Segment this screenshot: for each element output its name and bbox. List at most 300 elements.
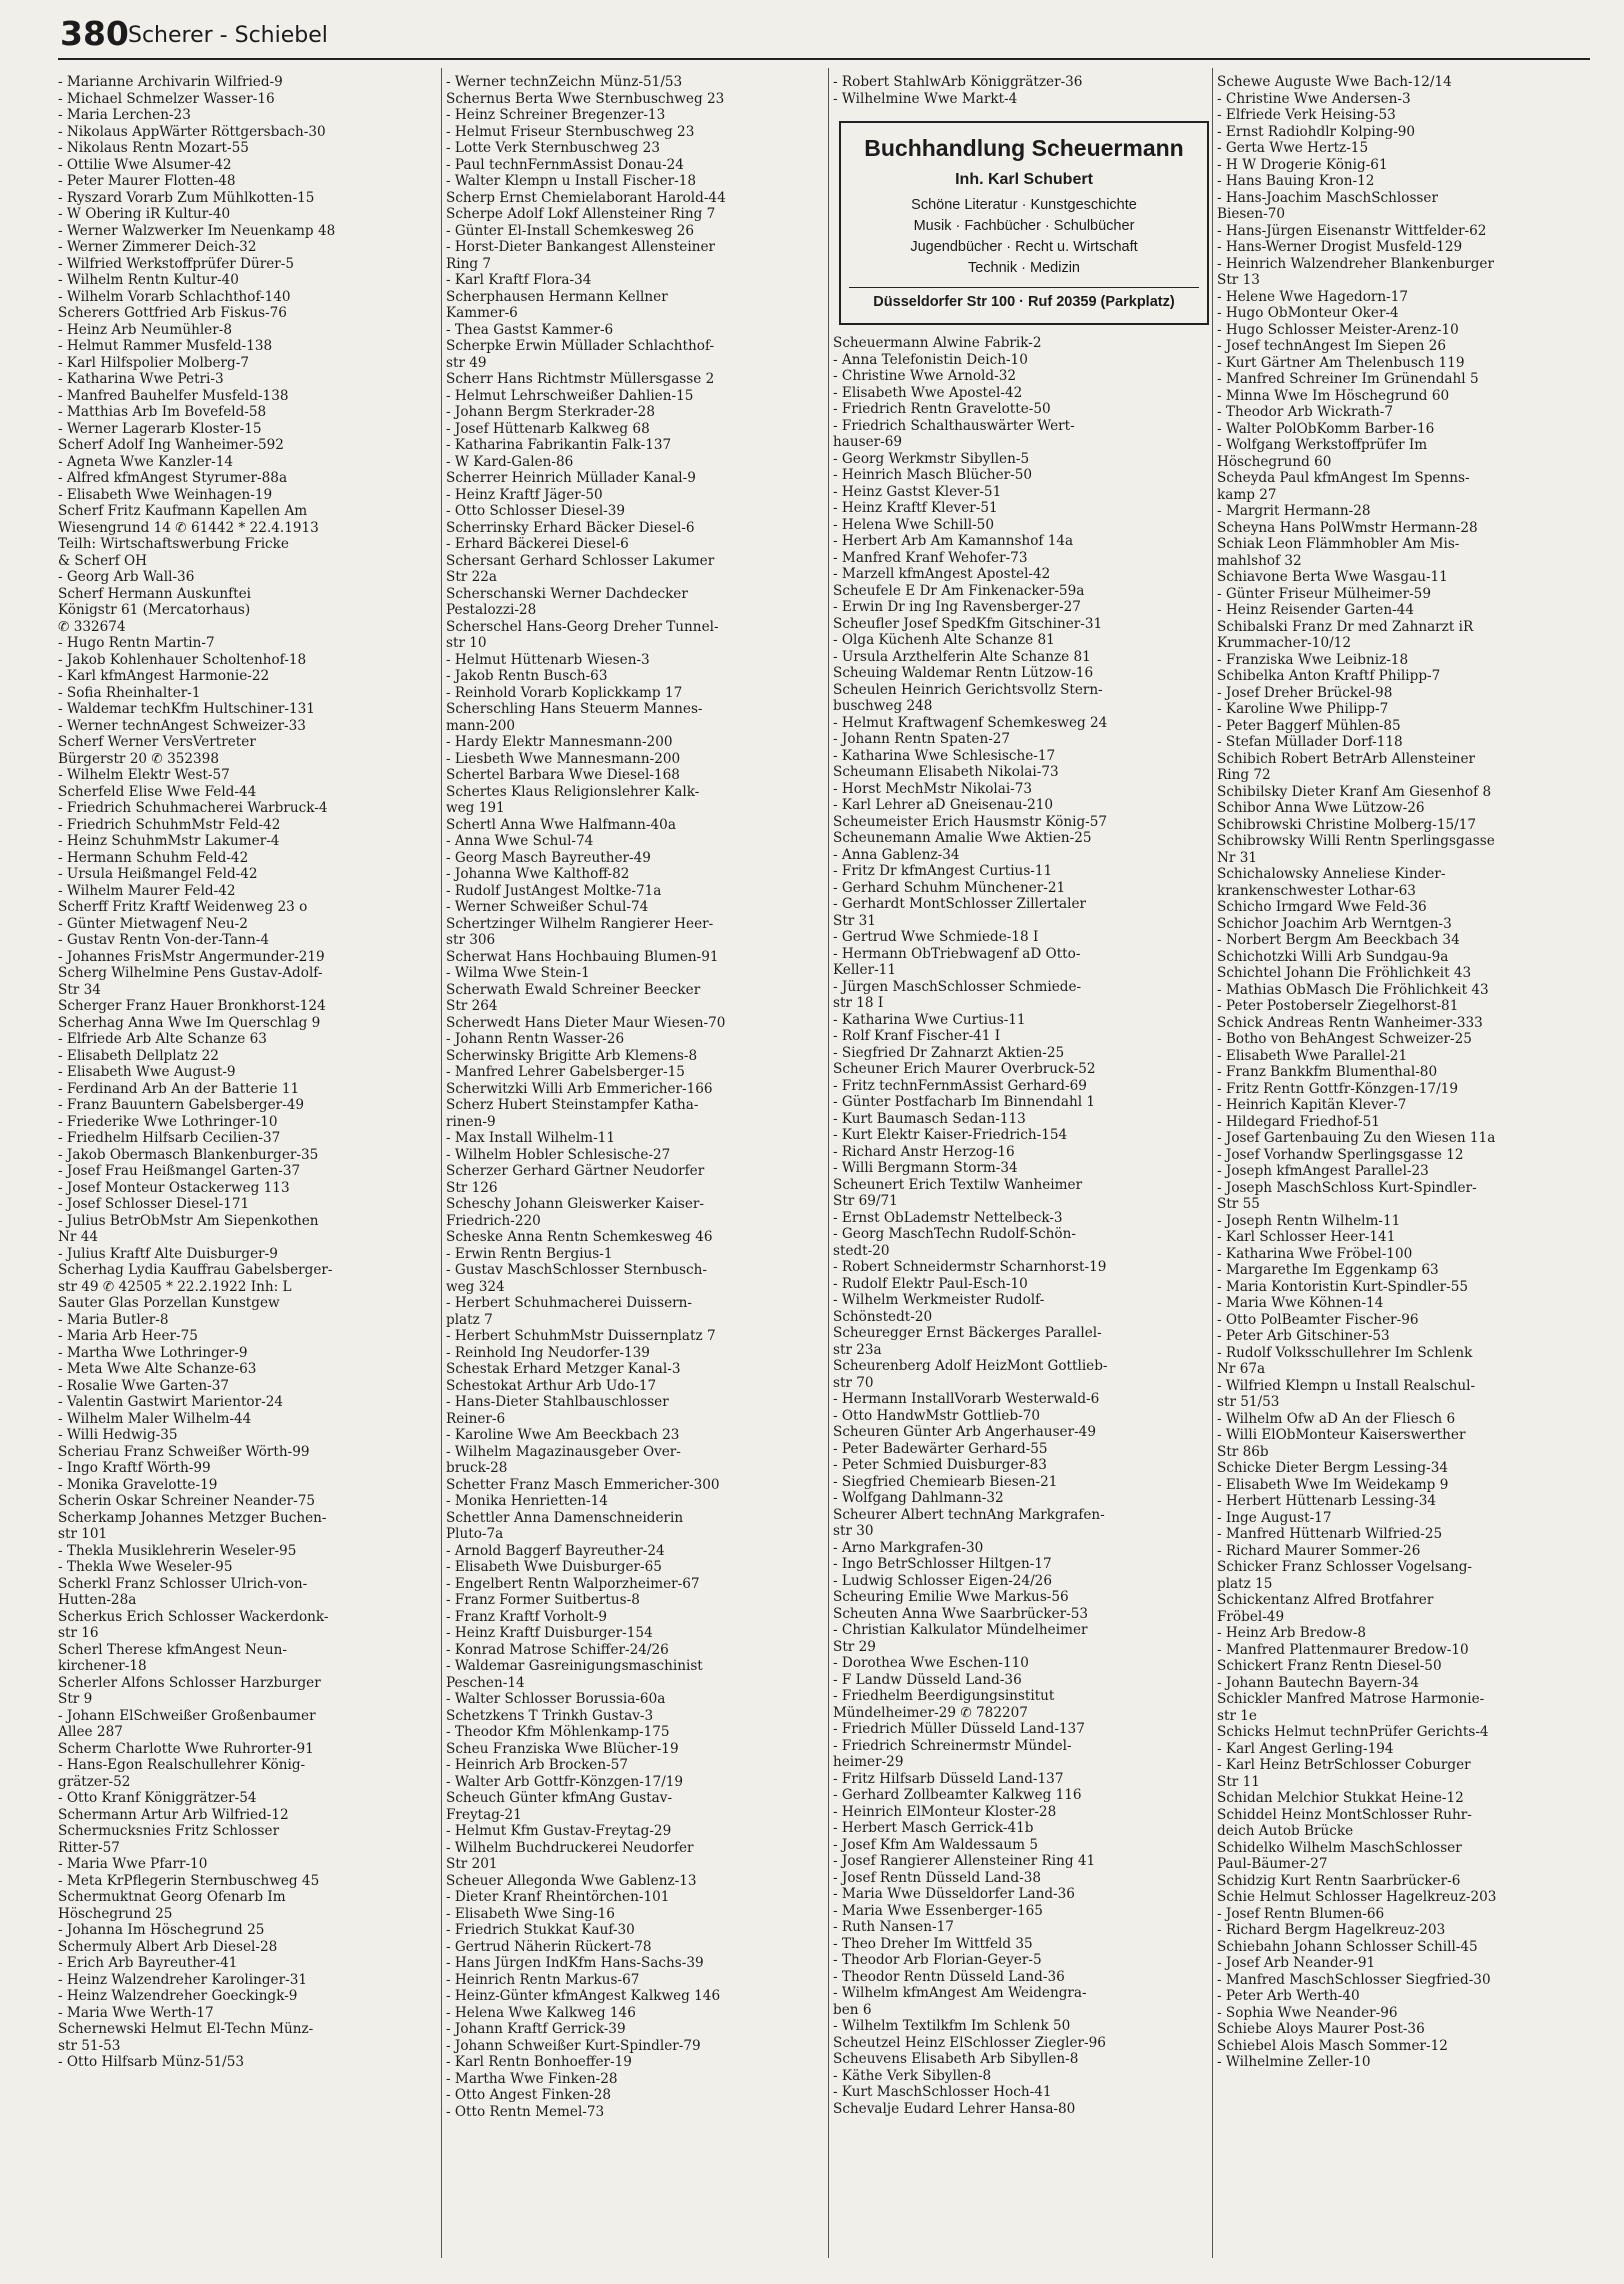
directory-entry: - Karoline Wwe Philipp-7 [1217,701,1389,717]
directory-entry: Schibrowsky Willi Rentn Sperlingsgasse [1217,833,1495,849]
directory-entry: Scherfeld Elise Wwe Feld-44 [58,783,257,800]
directory-entry: - Katharina Wwe Schlesische-17 [833,747,1056,764]
directory-entry: - Helena Wwe Schill-50 [833,516,994,533]
directory-entry: - Rolf Kranf Fischer-41 I [833,1028,1001,1044]
directory-entry: Scherf Hermann Auskunftei [58,585,251,602]
directory-entry: - Helmut Kraftwagenf Schemkesweg 24 [833,714,1108,731]
directory-entry: - Karl kfmAngest Harmonie-22 [58,668,270,684]
directory-entry: - Sophia Wwe Neander-96 [1217,2004,1398,2021]
directory-entry: - Elfriede Arb Alte Schanze 63 [58,1031,267,1047]
directory-entry: Scheuing Waldemar Rentn Lützow-16 [833,665,1094,681]
directory-entry: - Anna Telefonistin Deich-10 [833,351,1028,368]
directory-entry: hauser-69 [833,434,903,450]
directory-entry: Schewe Auguste Wwe Bach-12/14 [1217,74,1452,90]
directory-entry: Schetter Franz Masch Emmericher-300 [446,1476,720,1493]
directory-entry: Schiak Leon Flämmhobler Am Mis- [1217,536,1460,552]
directory-entry: - Julius Kraftf Alte Duisburger-9 [58,1245,278,1262]
directory-entry: - Josef Arb Neander-91 [1217,1955,1376,1971]
directory-entry: - Otto Angest Finken-28 [446,2087,612,2103]
directory-entry: - Theo Dreher Im Wittfeld 35 [833,1935,1033,1952]
directory-entry: bruck-28 [446,1460,508,1476]
directory-entry: deich Autob Brücke [1217,1823,1354,1839]
directory-entry: Scherg Wilhelmine Pens Gustav-Adolf- [58,965,323,981]
directory-entry: Scheumeister Erich Hausmstr König-57 [833,813,1108,830]
directory-entry: - Siegfried Dr Zahnarzt Aktien-25 [833,1044,1065,1061]
directory-entry: Schermuly Albert Arb Diesel-28 [58,1938,278,1955]
directory-entry: - Walter PolObKomm Barber-16 [1217,420,1435,437]
directory-entry: - Max Install Wilhelm-11 [446,1130,615,1146]
directory-entry: - H W Drogerie König-61 [1217,156,1388,173]
directory-entry: - Wilhelm Magazinausgeber Over- [446,1443,681,1460]
directory-entry: - Alfred kfmAngest Styrumer-88a [58,470,288,486]
directory-entry: - Willi ElObMonteur Kaiserswerther [1217,1427,1466,1443]
directory-entry: - Hans Bauing Kron-12 [1217,173,1375,189]
directory-entry: - Nikolaus AppWärter Röttgersbach-30 [58,123,326,140]
directory-entry: Str 126 [446,1179,498,1196]
directory-entry: - Elisabeth Wwe Apostel-42 [833,384,1023,401]
directory-entry: - Günter Friseur Mülheimer-59 [1217,585,1431,602]
directory-entry: - Heinz Walzendreher Karolinger-31 [58,1971,307,1988]
directory-entry: Scherl Therese kfmAngest Neun- [58,1641,287,1658]
directory-entry: ben 6 [833,2001,872,2018]
directory-entry: Scheuch Günter kfmAng Gustav- [446,1790,673,1806]
directory-entry: - Maria Butler-8 [58,1311,169,1328]
directory-entry: - Helmut Kfm Gustav-Freytag-29 [446,1823,672,1839]
directory-entry: - Wilhelm Hobler Schlesische-27 [446,1146,671,1163]
directory-entry: - Hans-Werner Drogist Musfeld-129 [1217,239,1463,255]
ad-address: Düsseldorfer Str 100 · Ruf 20359 (Parkplatz) [849,287,1199,313]
directory-entry: - Erhard Bäckerei Diesel-6 [446,536,629,552]
directory-entry: - Engelbert Rentn Walporzheimer-67 [446,1575,700,1592]
directory-entry: - Wilhelm Buchdruckerei Neudorfer [446,1839,694,1856]
directory-entry: - Horst MechMstr Nikolai-73 [833,780,1033,797]
directory-entry: - Manfred Plattenmaurer Bredow-10 [1217,1641,1469,1658]
directory-entry: - Hans-Jürgen Eisenanstr Wittfelder-62 [1217,222,1487,239]
directory-entry: - Heinz Kraftf Klever-51 [833,500,998,516]
directory-entry: - Franz Bankkfm Blumenthal-80 [1217,1064,1438,1080]
directory-entry: Schibrowski Christine Molberg-15/17 [1217,816,1477,833]
directory-entry: - Richard Bergm Hagelkreuz-203 [1217,1922,1446,1938]
directory-entry: - Helene Wwe Hagedorn-17 [1217,288,1409,305]
directory-entry: str 70 [833,1374,874,1391]
directory-entry: - Erwin Dr ing Ing Ravensberger-27 [833,599,1081,615]
directory-entry: - Josef Vorhandw Sperlingsgasse 12 [1217,1146,1464,1163]
directory-entry: Schiebel Alois Masch Sommer-12 [1217,2037,1448,2054]
directory-entry: Scheurenberg Adolf HeizMont Gottlieb- [833,1358,1108,1374]
directory-entry: Scheumann Elisabeth Nikolai-73 [833,764,1059,780]
directory-entry: Scheuren Günter Arb Angerhauser-49 [833,1424,1096,1440]
page-number: 380 [60,14,129,53]
directory-entry: stedt-20 [833,1242,890,1259]
column-4 [1217,74,1597,2071]
directory-entry: - Karoline Wwe Am Beeckbach 23 [446,1427,680,1443]
directory-entry: Scheulen Heinrich Gerichtsvollz Stern- [833,681,1103,698]
directory-entry: Schiebahn Johann Schlosser Schill-45 [1217,1938,1478,1955]
directory-entry: - Kurt MaschSchlosser Hoch-41 [833,2084,1052,2100]
directory-entry: - Wilhelm Ofw aD An der Fliesch 6 [1217,1410,1456,1427]
bookstore-advertisement [839,121,1209,325]
column-divider [441,68,442,2258]
directory-entry: Schermann Artur Arb Wilfried-12 [58,1806,289,1823]
directory-entry: - Kurt Baumasch Sedan-113 [833,1110,1026,1127]
directory-entry: - Wilhelm Elektr West-57 [58,767,230,783]
directory-entry: - Matthias Arb Im Bovefeld-58 [58,404,267,420]
directory-entry: - Waldemar techKfm Hultschiner-131 [58,701,315,717]
directory-entry: - Martha Wwe Finken-28 [446,2070,618,2087]
directory-entry: - Jakob Kohlenhauer Scholtenhof-18 [58,651,307,668]
directory-entry: Sauter Glas Porzellan Kunstgew [58,1295,280,1311]
directory-entry: Str 13 [1217,272,1260,288]
directory-entry: - Wolfgang Werkstoffprüfer Im [1217,437,1428,453]
directory-entry: Hutten-28a [58,1592,137,1608]
directory-entry: Scherphausen Hermann Kellner [446,288,668,305]
directory-entry: - Werner Walzwerker Im Neuenkamp 48 [58,222,336,239]
directory-entry: Schichtel Johann Die Fröhlichkeit 43 [1217,965,1472,981]
directory-entry: - Hans-Dieter Stahlbauschlosser [446,1394,669,1410]
directory-entry: - Georg Arb Wall-36 [58,569,195,585]
directory-entry: Schichor Joachim Arb Werntgen-3 [1217,915,1452,932]
directory-entry: - Peter Arb Gitschiner-53 [1217,1328,1390,1344]
directory-entry: str 51/53 [1217,1394,1280,1410]
directory-entry: Scherschel Hans-Georg Dreher Tunnel- [446,618,719,635]
directory-entry: Scherpke Erwin Müllader Schlachthof- [446,338,715,354]
directory-entry: - Werner Lagerarb Kloster-15 [58,420,262,437]
directory-entry: - Johann Kraftf Gerrick-39 [446,2021,626,2037]
directory-entry: - Franz Bauuntern Gabelsberger-49 [58,1097,305,1113]
directory-entry: platz 7 [446,1311,493,1328]
ad-line: Technik · Medizin [967,260,1080,276]
directory-entry: Schernewski Helmut El-Techn Münz- [58,2021,314,2037]
directory-entry: - Margarethe Im Eggenkamp 63 [1217,1262,1439,1278]
directory-entry: Schichotzki Willi Arb Sundgau-9a [1217,948,1449,965]
directory-entry: - Manfred Lehrer Gabelsberger-15 [446,1064,685,1080]
directory-entry: - Ernst ObLademstr Nettelbeck-3 [833,1209,1063,1226]
directory-entry: - Margrit Hermann-28 [1217,503,1371,519]
directory-entry: - Monika Henrietten-14 [446,1493,608,1509]
directory-entry: Scheutzel Heinz ElSchlosser Ziegler-96 [833,2034,1106,2051]
directory-entry: - Christian Kalkulator Mündelheimer [833,1622,1088,1638]
directory-entry: Scherkus Erich Schlosser Wackerdonk- [58,1608,329,1625]
directory-entry: - Hugo ObMonteur Oker-4 [1217,305,1399,321]
directory-entry: - Inge August-17 [1217,1509,1332,1526]
directory-entry: - Hermann ObTriebwagenf aD Otto- [833,945,1081,962]
directory-entry: Scherf Fritz Kaufmann Kapellen Am [58,503,308,519]
column-1 [58,74,438,2071]
directory-entry: str 30 [833,1523,874,1539]
directory-entry: str 16 [58,1625,99,1641]
directory-entry: Scherhag Anna Wwe Im Querschlag 9 [58,1014,321,1031]
directory-entry: - Erich Arb Bayreuther-41 [58,1955,238,1971]
directory-entry: - Botho von BehAngest Schweizer-25 [1217,1031,1472,1047]
directory-entry: str 306 [446,932,496,948]
directory-entry: - Wilhelm Werkmeister Rudolf- [833,1292,1045,1308]
directory-entry: Keller-11 [833,962,896,978]
directory-entry: - Hugo Rentn Martin-7 [58,635,215,651]
directory-entry: Scherm Charlotte Wwe Ruhrorter-91 [58,1740,314,1757]
directory-entry: kamp 27 [1217,486,1277,503]
directory-entry: - Ursula Heißmangel Feld-42 [58,866,258,882]
directory-entry: mahlshof 32 [1217,552,1302,569]
directory-entry: - Fritz Dr kfmAngest Curtius-11 [833,863,1053,879]
directory-entry: - Ludwig Schlosser Eigen-24/26 [833,1572,1052,1589]
directory-entry: - Josef technAngest Im Siepen 26 [1217,338,1447,354]
directory-entry: Nr 31 [1217,849,1258,866]
directory-entry: Schestak Erhard Metzger Kanal-3 [446,1361,681,1377]
directory-entry: Scherin Oskar Schreiner Neander-75 [58,1493,316,1509]
directory-entry: - Konrad Matrose Schiffer-24/26 [446,1641,669,1658]
directory-entry: - Friedrich SchuhmMstr Feld-42 [58,816,281,833]
ad-line: Musik · Fachbücher · Schulbücher [913,218,1135,234]
directory-entry: Scheuvens Elisabeth Arb Sibyllen-8 [833,2051,1079,2067]
directory-entry: Schetzkens T Trinkh Gustav-3 [446,1707,654,1724]
directory-entry: - Heinz Kraftf Duisburger-154 [446,1625,653,1641]
directory-entry: Scherrer Heinrich Müllader Kanal-9 [446,470,696,486]
directory-entry: - Friedrich Rentn Gravelotte-50 [833,401,1051,417]
directory-entry: - Ryszard Vorarb Zum Mühlkotten-15 [58,189,315,206]
directory-entry: Höschegrund 25 [58,1905,173,1922]
directory-entry: - Thea Gastst Kammer-6 [446,321,614,338]
directory-entry: - Rudolf Volksschullehrer Im Schlenk [1217,1344,1473,1361]
directory-entry: - Wilhelm Maler Wilhelm-44 [58,1410,252,1427]
directory-entry: - Johann Schweißer Kurt-Spindler-79 [446,2037,701,2054]
directory-entry: - Werner technAngest Schweizer-33 [58,717,306,734]
directory-entry: Scherwedt Hans Dieter Maur Wiesen-70 [446,1014,726,1031]
directory-entry: - Helena Wwe Kalkweg 146 [446,2004,636,2021]
directory-entry: Pestalozzi-28 [446,602,537,618]
directory-entry: - Hans Jürgen IndKfm Hans-Sachs-39 [446,1955,704,1971]
directory-entry: str 18 I [833,995,884,1011]
directory-entry: Schidelko Wilhelm MaschSchlosser [1217,1839,1462,1856]
directory-entry: - Wilfried Werkstoffprüfer Dürer-5 [58,255,294,272]
directory-entry: Fröbel-49 [1217,1608,1285,1625]
directory-entry: Ring 7 [446,255,492,272]
directory-entry: - Friedrich Müller Düsseld Land-137 [833,1721,1085,1737]
directory-entry: - Rudolf JustAngest Moltke-71a [446,882,662,899]
ad-business-name: Buchhandlung Scheuermann [864,135,1184,161]
directory-entry: - Friedhelm Beerdigungsinstitut [833,1688,1055,1704]
directory-entry: - Josef Monteur Ostackerweg 113 [58,1179,290,1196]
directory-entry: - Jakob Obermasch Blankenburger-35 [58,1146,319,1163]
directory-entry: - Gerta Wwe Hertz-15 [1217,140,1369,156]
directory-entry: Schidzig Kurt Rentn Saarbrücker-6 [1217,1872,1461,1889]
directory-entry: - Elisabeth Dellplatz 22 [58,1047,219,1064]
directory-entry: - Gustav MaschSchlosser Sternbusch- [446,1262,707,1278]
directory-entry: - Valentin Gastwirt Marientor-24 [58,1394,283,1410]
directory-entry: - Dieter Kranf Rheintörchen-101 [446,1889,670,1905]
directory-entry: - Ruth Nansen-17 [833,1919,954,1935]
directory-entry: & Scherf OH [58,552,147,569]
directory-entry: - Monika Gravelotte-19 [58,1476,218,1493]
directory-entry: Scheufler Josef SpedKfm Gitschiner-31 [833,615,1103,632]
directory-entry: Scherger Franz Hauer Bronkhorst-124 [58,998,326,1014]
directory-entry: Schestokat Arthur Arb Udo-17 [446,1377,657,1394]
directory-entry: Peschen-14 [446,1674,525,1691]
directory-entry: - Herbert Hüttenarb Lessing-34 [1217,1493,1437,1509]
directory-entry: - Heinz Arb Bredow-8 [1217,1625,1367,1641]
directory-entry: Str 31 [833,912,876,929]
directory-entry: Scheuer Allegonda Wwe Gablenz-13 [446,1872,697,1889]
directory-entry: - Elisabeth Wwe August-9 [58,1064,236,1080]
directory-entry: - Erwin Rentn Bergius-1 [446,1245,613,1262]
header-name-range: Scherer - Schiebel [128,23,328,48]
directory-entry: - Heinz Kraftf Jäger-50 [446,486,603,503]
directory-entry: str 101 [58,1526,108,1542]
directory-entry: Scherz Hubert Steinstampfer Katha- [446,1097,699,1113]
directory-entry: - Hermann Schuhm Feld-42 [58,849,249,866]
directory-entry: - Theodor Kfm Möhlenkamp-175 [446,1724,670,1740]
directory-entry: - Ernst Radiohdlr Kolping-90 [1217,123,1416,140]
directory-entry: Königstr 61 (Mercatorhaus) [58,602,251,618]
directory-entry: str 23a [833,1341,882,1358]
directory-entry: - F Landw Düsseld Land-36 [833,1671,1022,1688]
directory-entry: Scherwat Hans Hochbauing Blumen-91 [446,948,719,965]
directory-entry: ✆ 332674 [58,618,126,635]
directory-entry: Scheuten Anna Wwe Saarbrücker-53 [833,1605,1089,1622]
directory-entry: - Wilhelmine Wwe Markt-4 [833,90,1018,107]
directory-entry: - Waldemar Gasreinigungsmaschinist [446,1658,703,1674]
directory-entry: - Maria Wwe Werth-17 [58,2004,214,2021]
directory-entry: Paul-Bäumer-27 [1217,1856,1328,1872]
directory-entry: - Heinz Arb Neumühler-8 [58,321,232,338]
directory-entry: - Jürgen MaschSchlosser Schmiede- [833,978,1082,995]
directory-entry: Schidan Melchior Stukkat Heine-12 [1217,1790,1464,1806]
directory-entry: Scheunert Erich Textilw Wanheimer [833,1176,1083,1193]
directory-entry: - Wilhelm Textilkfm Im Schlenk 50 [833,2018,1071,2034]
directory-entry: Schertel Barbara Wwe Diesel-168 [446,767,680,783]
directory-entry: - Wilhelm Maurer Feld-42 [58,882,236,899]
directory-entry: - Johann Bergm Sterkrader-28 [446,404,655,420]
directory-entry: Scherwinsky Brigitte Arb Klemens-8 [446,1047,698,1064]
directory-entry: - Willi Bergmann Storm-34 [833,1160,1018,1176]
directory-entry: Scherr Hans Richtmstr Müllersgasse 2 [446,371,715,387]
directory-entry: - Gertrud Näherin Rückert-78 [446,1938,652,1955]
directory-entry: Scheriau Franz Schweißer Wörth-99 [58,1443,310,1460]
directory-entry: - Richard Maurer Sommer-26 [1217,1542,1421,1559]
directory-entry: - Walter Arb Gottfr-Könzgen-17/19 [446,1773,684,1790]
directory-entry: - Rosalie Wwe Garten-37 [58,1377,230,1394]
directory-entry: - Peter Schmied Duisburger-83 [833,1457,1047,1473]
directory-entry: - Dorothea Wwe Eschen-110 [833,1655,1029,1671]
directory-entry: Schertl Anna Wwe Halfmann-40a [446,816,676,833]
directory-entry: - Robert Schneidermstr Scharnhorst-19 [833,1259,1107,1275]
directory-entry: - Julius BetrObMstr Am Siepenkothen [58,1212,319,1229]
directory-entry: - Johann Bautechn Bayern-34 [1217,1674,1420,1691]
directory-entry: - Thekla Musiklehrerin Weseler-95 [58,1542,297,1559]
directory-entry: - Heinz Reisender Garten-44 [1217,602,1414,618]
directory-entry: - Rudolf Elektr Paul-Esch-10 [833,1275,1028,1292]
directory-entry: kirchener-18 [58,1658,147,1674]
directory-entry: Pluto-7a [446,1526,504,1542]
directory-entry: Scheuregger Ernst Bäckerges Parallel- [833,1325,1102,1341]
directory-entry: str 1e [1217,1707,1257,1724]
directory-entry: - Paul technFernmAssist Donau-24 [446,156,684,173]
directory-entry: Scheuermann Alwine Fabrik-2 [833,335,1042,351]
directory-entry: - Theodor Arb Wickrath-7 [1217,404,1394,420]
directory-entry: Nr 44 [58,1229,99,1245]
directory-entry: - Helmut Rammer Musfeld-138 [58,338,273,354]
directory-entry: Scheuner Erich Maurer Overbruck-52 [833,1061,1096,1077]
directory-entry: Scherschanski Werner Dachdecker [446,585,688,602]
directory-entry: Scheunemann Amalie Wwe Aktien-25 [833,830,1092,846]
directory-entry: - Helmut Lehrschweißer Dahlien-15 [446,387,694,404]
ad-line: Schöne Literatur · Kunstgeschichte [911,197,1137,213]
directory-entry: Schicho Irmgard Wwe Feld-36 [1217,899,1427,915]
directory-entry: Scheschy Johann Gleiswerker Kaiser- [446,1196,704,1212]
directory-entry: - Jakob Rentn Busch-63 [446,668,608,684]
directory-entry: - Franz Kraftf Vorholt-9 [446,1608,608,1625]
column-2 [446,74,826,2120]
directory-entry: - Meta Wwe Alte Schanze-63 [58,1361,257,1377]
directory-entry: - Maria Lerchen-23 [58,107,191,123]
directory-entry: Teilh: Wirtschaftswerbung Fricke [58,536,289,552]
directory-entry: Scherf Adolf Ing Wanheimer-592 [58,437,284,453]
directory-entry: str 10 [446,635,487,651]
directory-entry: - Fritz technFernmAssist Gerhard-69 [833,1077,1087,1094]
directory-entry: - Richard Anstr Herzog-16 [833,1143,1015,1160]
directory-entry: - Otto PolBeamter Fischer-96 [1217,1311,1419,1328]
directory-entry: - Karl Kraftf Flora-34 [446,272,592,288]
directory-entry: - Karl Rentn Bonhoeffer-19 [446,2054,632,2070]
directory-entry: - Heinrich Rentn Markus-67 [446,1971,640,1988]
directory-entry: - Ottilie Wwe Alsumer-42 [58,156,232,173]
directory-entry: Scherers Gottfried Arb Fiskus-76 [58,305,287,321]
directory-entry: Scherf Werner VersVertreter [58,734,256,750]
directory-entry: Scherkl Franz Schlosser Ulrich-von- [58,1575,308,1592]
directory-entry: - Otto Hilfsarb Münz-51/53 [58,2054,245,2070]
directory-entry: mann-200 [446,717,516,734]
directory-entry: - Ingo Kraftf Wörth-99 [58,1460,211,1476]
directory-entry: Scheu Franziska Wwe Blücher-19 [446,1740,679,1757]
directory-entry: Schersant Gerhard Schlosser Lakumer [446,552,715,569]
directory-entry: - Helmut Friseur Sternbuschweg 23 [446,123,695,140]
directory-entry: - Maria Arb Heer-75 [58,1328,198,1344]
directory-entry: - Käthe Verk Sibyllen-8 [833,2067,992,2084]
directory-entry: - Kurt Elektr Kaiser-Friedrich-154 [833,1127,1068,1143]
directory-entry: Scherschling Hans Steuerm Mannes- [446,701,703,717]
directory-entry: - Gertrud Wwe Schmiede-18 I [833,929,1039,945]
directory-entry: - Reinhold Ing Neudorfer-139 [446,1344,650,1361]
directory-entry: Schie Helmut Schlosser Hagelkreuz-203 [1217,1889,1497,1905]
directory-entry: Ring 72 [1217,767,1271,783]
directory-entry: - Manfred Hüttenarb Wilfried-25 [1217,1526,1443,1542]
directory-entry: - Georg Masch Bayreuther-49 [446,849,651,866]
directory-entry: - Elfriede Verk Heising-53 [1217,107,1396,123]
directory-entry: - Christine Wwe Andersen-3 [1217,90,1411,107]
directory-entry: - Sofia Rheinhalter-1 [58,684,201,701]
directory-entry: - Agneta Wwe Kanzler-14 [58,453,234,470]
directory-entry: - Marzell kfmAngest Apostel-42 [833,566,1051,582]
directory-entry: - Theodor Arb Florian-Geyer-5 [833,1952,1042,1968]
directory-entry: - Joseph kfmAngest Parallel-23 [1217,1163,1429,1179]
directory-entry: Scherkamp Johannes Metzger Buchen- [58,1509,327,1526]
directory-entry: - Gustav Rentn Von-der-Tann-4 [58,932,269,948]
directory-entry: Schichalowsky Anneliese Kinder- [1217,866,1446,882]
directory-entry: Scherwitzki Willi Arb Emmericher-166 [446,1080,713,1097]
directory-entry: - Friederike Wwe Lothringer-10 [58,1113,278,1130]
directory-entry: Schermuktnat Georg Ofenarb Im [58,1889,286,1905]
directory-entry: - Franz Former Suitbertus-8 [446,1592,640,1608]
directory-entry: Schibilsky Dieter Kranf Am Giesenhof 8 [1217,783,1492,800]
directory-entry: Str 9 [58,1691,93,1707]
directory-entry: Str 201 [446,1856,498,1872]
directory-entry: Schicks Helmut technPrüfer Gerichts-4 [1217,1724,1489,1740]
directory-entry: Scheuring Emilie Wwe Markus-56 [833,1589,1069,1605]
directory-entry: str 49 [446,354,487,371]
directory-entry: - Anna Gablenz-34 [833,846,960,863]
directory-entry: - Herbert Arb Am Kamannshof 14a [833,533,1074,549]
directory-entry: - Friedrich Schuhmacherei Warbruck-4 [58,800,328,816]
directory-entry: - Robert StahlwArb Königgrätzer-36 [833,74,1083,90]
